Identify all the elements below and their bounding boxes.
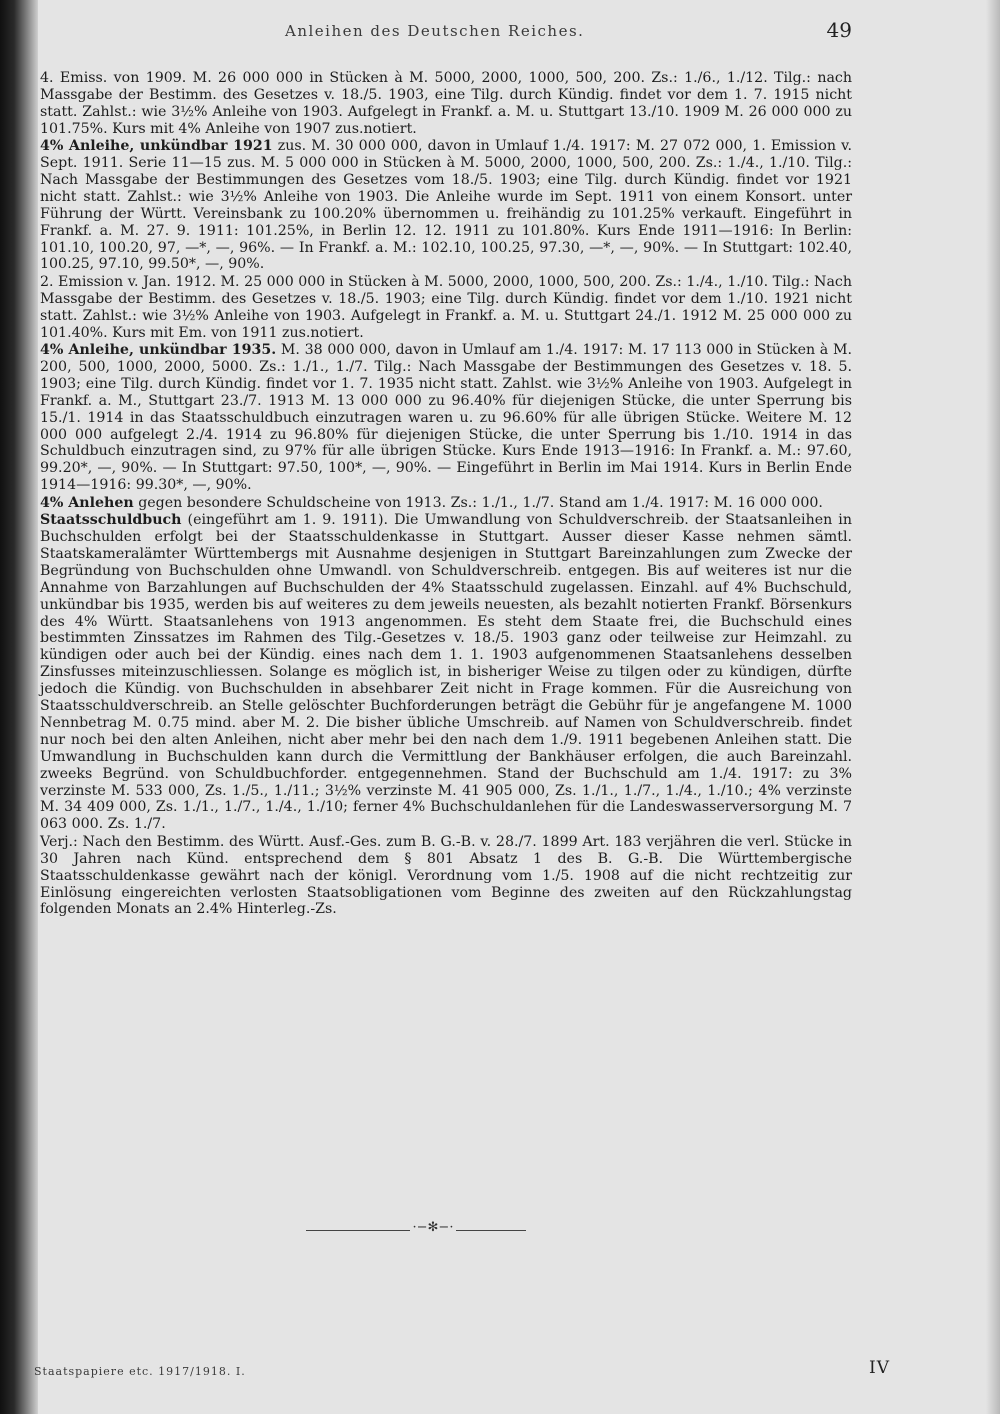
document-page <box>40 18 858 1398</box>
paragraph-heading: 4% Anleihe, unkündbar 1935. <box>40 342 277 358</box>
paragraph <box>40 70 852 138</box>
paragraph-text: M. 38 000 000, davon in Umlauf am 1./4. 1917: M. 17 113 000 in Stücken à M. 200, 500, 1000, 2000, 5000. Zs.: 1./1., 1./7. Tilg.: Nach Massgabe der Bestimmungen des Gesetzes v. 18. 5. 1903; eine Tilg. durch Kündig. findet vor 1. 7. 1935 nicht statt. Zahlst. wie 3½% Anleihe von 1903. Aufgelegt in Frankf. a. M., Stuttgart 23./7. 1913 M. 13 000 000 zu 96.40% für diejenigen Stücke, die unter Sperrung bis 15./1. 1914 in das Staatsschuldbuch einzutragen waren u. zu 96.60% für alle übrigen Stücke. Weitere M. 12 000 000 aufgelegt 2./4. 1914 zu 96.80% für diejenigen Stücke, die unter Sperrung bis 1./10. 1914 in das Schuldbuch einzutragen sind, zu 97% für alle übrigen Stücke. Kurs Ende 1913—1916: In Frankf. a. M.: 97.60, 99.20*, —, 90%. — In Stuttgart: 97.50, 100*, —, 90%. — Eingeführt in Berlin im Mai 1914. Kurs in Berlin Ende 1914—1916: 99.30*, —, 90%. <box>40 342 852 494</box>
paragraph <box>40 834 852 919</box>
scan-right-edge <box>986 0 1000 1414</box>
page-number: 49 <box>826 18 852 42</box>
paragraph-text: 2. Emission v. Jan. 1912. M. 25 000 000 in Stücken à M. 5000, 2000, 1000, 500, 200. Zs.: 1./4., 1./10. Tilg.: Nach Massgabe der Bestimm. des Gesetzes v. 18./5. 1903; eine Tilg. durch Kündig. findet vor dem 1./10. 1921 nicht statt. Zahlst.: wie 3½% Anleihe von 1903. Aufgelegt in Frankf. a. M. u. Stuttgart 24./1. 1912 M. 25 000 000 zu 101.40%. Kurs mit Em. von 1911 zus.notiert. <box>40 273 852 341</box>
ornament-star-icon: ·−✻−· <box>412 1220 454 1235</box>
paragraph-text: Verj.: Nach den Bestimm. des Württ. Ausf.-Ges. zum B. G.-B. v. 28./7. 1899 Art. 183 verjähren die verl. Stücke in 30 Jahren nach Künd. entsprechend dem § 801 Absatz 1 des B. G.-B. Die Württembergische Staatsschuldenkasse gewährt nach der königl. Verordnung vom 1./5. 1908 auf die nicht rechtzeitig zur Einlösung eingereichten verlosten Staatsobligationen vom Beginne des zweiten auf den Rückzahlungstag folgenden Monats an 2.4% Hinterleg.-Zs. <box>40 833 852 918</box>
running-title: Anleihen des Deutschen Reiches. <box>285 22 585 40</box>
paragraph-text: gegen besondere Schuldscheine von 1913. Zs.: 1./1., 1./7. Stand am 1./4. 1917: M. 16 000 000. <box>133 494 823 511</box>
paragraph <box>40 138 852 273</box>
paragraph <box>40 342 852 494</box>
paragraph <box>40 274 852 342</box>
ornament-line-right <box>456 1230 526 1231</box>
footer-signature-mark: IV <box>869 1358 890 1378</box>
paragraph <box>40 495 852 512</box>
paragraph-heading: 4% Anleihe, unkündbar 1921 <box>40 138 273 155</box>
paragraph-heading: 4% Anlehen <box>40 494 134 511</box>
paragraph-text: (eingeführt am 1. 9. 1911). Die Umwandlung von Schuldverschreib. der Staatsanleihen in Buchschulden erfolgt bei der Staatsschuldenkasse in Stuttgart. Ausser dieser Kasse nehmen sämtl. Staatskameralämter Württembergs mit Ausnahme desjenigen in Stuttgart Bareinzahlungen zum Zwecke der Begründung von Buchschulden ohne Umwandl. von Schuldverschreib. entgegen. Bis auf weiteres ist nur die Annahme von Barzahlungen auf Buchschulden der 4% Staatsschuld zugelassen. Einzahl. auf 4% Buchschuld, unkündbar bis 1935, werden bis auf weiteres zu dem jeweils neuesten, als bezahlt notierten Frankf. Börsenkurs des 4% Württ. Staatsanlehens von 1913 angenommen. Es steht dem Staate frei, die Buchschuld eines bestimmten Zinssatzes im Rahmen des Tilg.-Gesetzes v. 18./5. 1903 ganz oder teilweise zur Heimzahl. zu kündigen oder auch bei der Kündig. eines nach dem 1. 1. 1903 aufgenommenen Staatsanlehens desselben Zinsfusses miteinzuschliessen. Solange es möglich ist, in bisheriger Weise zu tilgen oder zu kündigen, dürfte jedoch die Kündig. von Buchschulden in absehbarer Zeit nicht in Frage kommen. Für die Ausreichung von Staatsschuldverschreib. an Stelle gelöschter Buchforderungen beträgt die Gebühr für je angefangene M. 1000 Nennbetrag M. 0.75 mind. aber M. 2. Die bisher übliche Umschreib. auf Namen von Schuldverschreib. findet nur noch bei den alten Anleihen, nicht aber mehr bei den nach dem 1./9. 1911 begebenen Anleihen statt. Die Umwandlung in Buchschulden kann durch die Vermittlung der Bankhäuser erfolgen, die auch Bareinzahl. zweeks Begründ. von Schuldbuchforder. entgegennehmen. Stand der Buchschuld am 1./4. 1917: zu 3% verzinste M. 533 000, Zs. 1./5., 1./11.; 3½% verzinste M. 41 905 000, Zs. 1./1., 1./7., 1./4., 1./10.; 4% verzinste M. 34 409 000, Zs. 1./1., 1./7., 1./4., 1./10; ferner 4% Buchschuldanlehen für die Landeswasserversorgung M. 7 063 000. Zs. 1./7. <box>40 512 852 833</box>
paragraph <box>40 512 852 833</box>
running-header <box>40 18 858 48</box>
paragraph-text: zus. M. 30 000 000, davon in Umlauf 1./4. 1917: M. 27 072 000, 1. Emission v. Sept. 1911. Serie 11—15 zus. M. 5 000 000 in Stücken à M. 5000, 2000, 1000, 500, 200. Zs.: 1./4., 1./10. Tilg.: Nach Massgabe der Bestimmungen des Gesetzes vom 18./5. 1903; eine Tilg. durch Kündig. findet vor 1921 nicht statt. Zahlst.: wie 3½% Anleihe von 1903. Die Anleihe wurde im Sept. 1911 von einem Konsort. unter Führung der Württ. Vereinsbank zu 100.20% übernommen u. freihändig zu 101.25% verkauft. Eingeführt in Frankf. a. M. 27. 9. 1911: 101.25%, in Berlin 12. 12. 1911 zu 101.80%. Kurs Ende 1911—1916: In Berlin: 101.10, 100.20, 97, —*, —, 96%. — In Frankf. a. M.: 102.10, 100.25, 97.30, —*, —, 90%. — In Stuttgart: 102.40, 100.25, 97.10, 99.50*, —, 90%. <box>40 138 853 273</box>
paragraph-text: 4. Emiss. von 1909. M. 26 000 000 in Stücken à M. 5000, 2000, 1000, 500, 200. Zs.: 1./6., 1./12. Tilg.: nach Massgabe der Bestimm. des Gesetzes v. 18./5. 1903, eine Tilg. durch Kündig. findet vor dem 1. 7. 1915 nicht statt. Zahlst.: wie 3½% Anleihe von 1903. Aufgelegt in Frankf. a. M. u. Stuttgart 13./10. 1909 M. 26 000 000 zu 101.75%. Kurs mit 4% Anleihe von 1907 zus.notiert. <box>40 70 852 137</box>
paragraph-heading: Staatsschuldbuch <box>40 512 182 529</box>
ornament-line-left <box>306 1230 410 1231</box>
scan-binding-edge <box>0 0 38 1414</box>
body-text <box>40 70 852 918</box>
section-ornament <box>306 1220 526 1237</box>
footer-imprint: Staatspapiere etc. 1917/1918. I. <box>34 1365 246 1378</box>
